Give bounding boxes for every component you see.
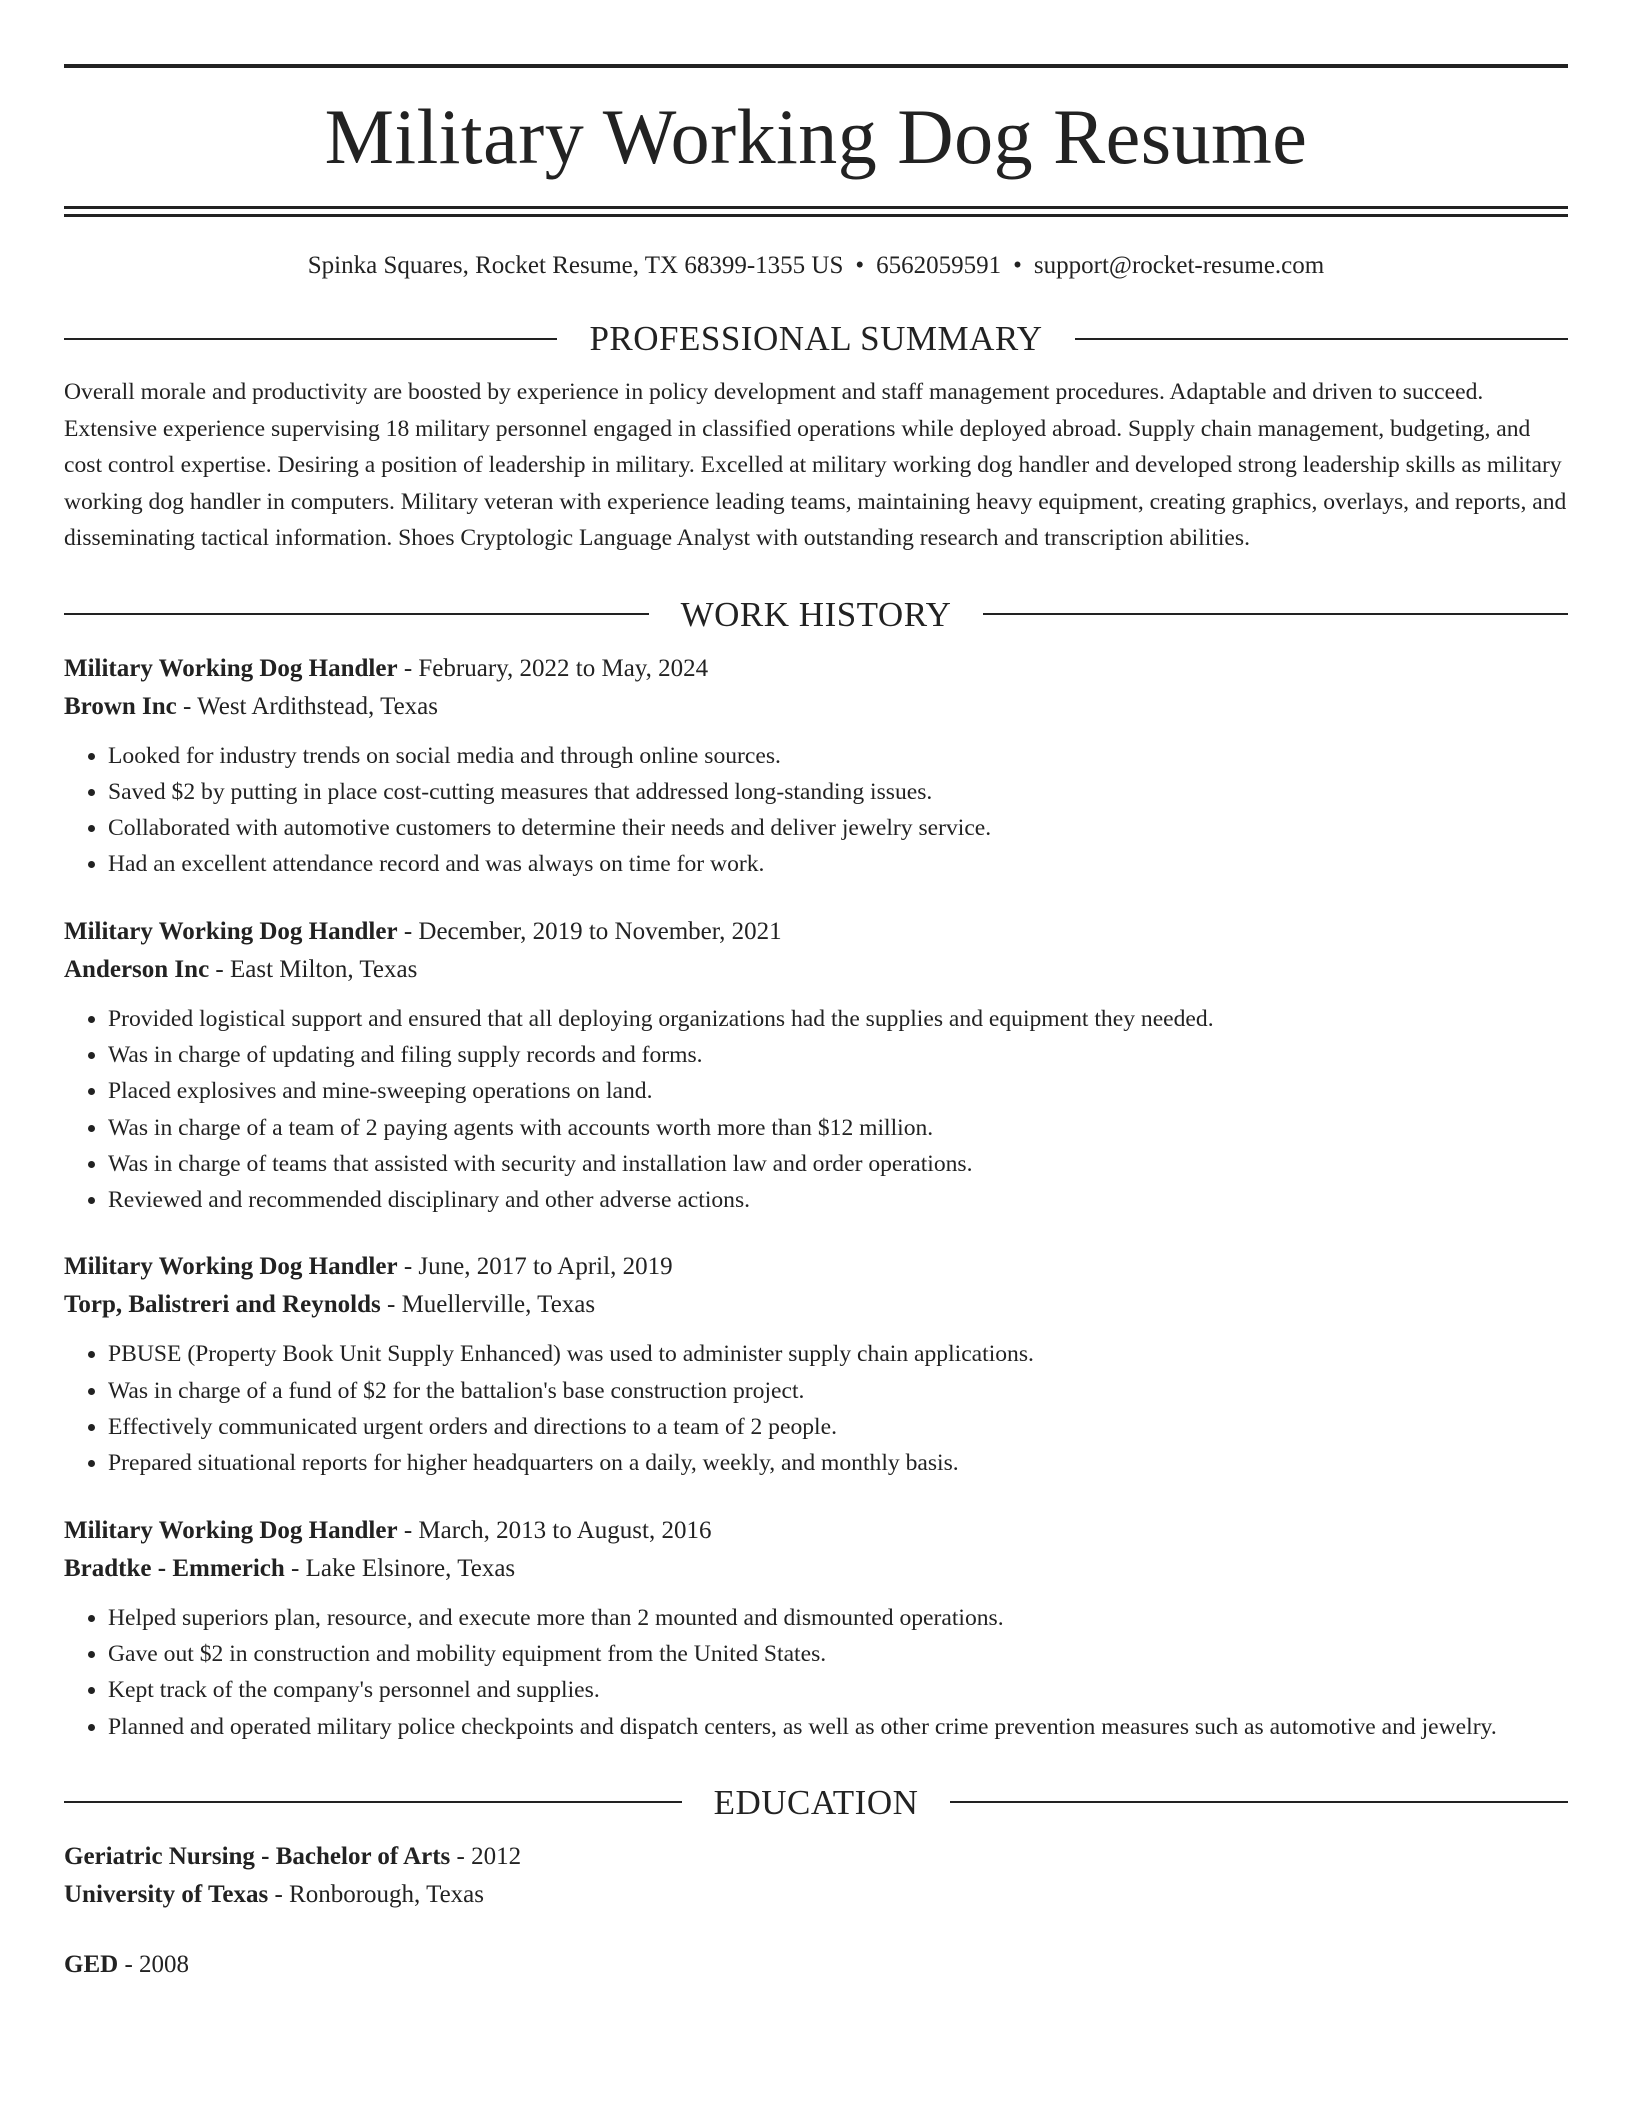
heading-rule (64, 1801, 682, 1803)
job-company: Brown Inc (64, 692, 177, 720)
job-entry (64, 650, 1568, 883)
dash: - (397, 917, 419, 945)
job-dates: December, 2019 to November, 2021 (418, 917, 782, 945)
job-dates: February, 2022 to May, 2024 (418, 654, 709, 682)
list-item: • Provided logistical support and ensured that all deploying organizations had the supplies and equipment they needed. (108, 1001, 1568, 1037)
header (64, 0, 1568, 281)
education-entry (64, 1838, 1568, 1914)
list-item: • Was in charge of updating and filing supply records and forms. (108, 1037, 1568, 1073)
job-title: Military Working Dog Handler (64, 917, 398, 945)
contact-separator: • (1013, 252, 1022, 279)
title-double-rule (64, 206, 1568, 217)
education-school-line (64, 1876, 1568, 1914)
job-title: Military Working Dog Handler (64, 1253, 398, 1281)
job-dates: June, 2017 to April, 2019 (418, 1253, 673, 1281)
list-item: • Saved $2 by putting in place cost-cutting measures that addressed long-standing issues. (108, 774, 1568, 810)
job-location: Lake Elsinore, Texas (305, 1554, 516, 1582)
list-item: • Was in charge of teams that assisted with security and installation law and order operations. (108, 1146, 1568, 1182)
list-item: • PBUSE (Property Book Unit Supply Enhanced) was used to administer supply chain applications. (108, 1336, 1568, 1372)
job-location: East Milton, Texas (230, 955, 418, 983)
job-title-line (64, 913, 1568, 951)
education-degree: Geriatric Nursing - Bachelor of Arts (64, 1842, 451, 1870)
list-item: • Kept track of the company's personnel and supplies. (108, 1672, 1568, 1708)
job-title-line (64, 1248, 1568, 1286)
education-year: 2008 (139, 1950, 190, 1978)
work-history-list (64, 650, 1568, 1745)
contact-separator: • (855, 252, 865, 279)
resume-page (64, 0, 1568, 1984)
job-bullets (64, 1336, 1568, 1481)
summary-text: Overall morale and productivity are boosted by experience in policy development and staff management procedures. Adaptable and driven to succeed. Extensive experience supervising 18 military personnel engaged in classified operations while deployed abroad. Supply chain management, budgeting, and cost control expertise. Desiring a position of leadership in military. Excelled at military working dog handler and developed strong leadership skills as military working dog handler in computers. Military veteran with experience leading teams, maintaining heavy equipment, creating graphics, overlays, and reports, and disseminating tactical information. Shoes Cryptologic Language Analyst with outstanding research and transcription abilities. (64, 379, 1567, 551)
job-title: Military Working Dog Handler (64, 1516, 398, 1544)
contact-email: support@rocket-resume.com (1033, 252, 1325, 279)
job-entry (64, 913, 1568, 1219)
job-bullets (64, 1600, 1568, 1745)
job-company: Torp, Balistreri and Reynolds (64, 1291, 381, 1319)
education-degree-line (64, 1838, 1568, 1876)
section-heading-summary (64, 321, 1568, 356)
education-location: Ronborough, Texas (289, 1880, 485, 1908)
list-item: • Looked for industry trends on social media and through online sources. (108, 738, 1568, 774)
section-title: EDUCATION (713, 1782, 919, 1822)
list-item: • Was in charge of a team of 2 paying agents with accounts worth more than $12 million. (108, 1110, 1568, 1146)
job-entry (64, 1512, 1568, 1745)
job-company-line (64, 688, 1568, 726)
contact-line (64, 251, 1568, 281)
dash: - (284, 1554, 306, 1582)
dash: - (209, 955, 230, 983)
list-item: • Reviewed and recommended disciplinary and other adverse actions. (108, 1182, 1568, 1218)
list-item: • Gave out $2 in construction and mobility equipment from the United States. (108, 1636, 1568, 1672)
contact-phone: 6562059591 (876, 252, 1002, 279)
list-item: • Effectively communicated urgent orders and directions to a team of 2 people. (108, 1409, 1568, 1445)
job-company-line (64, 951, 1568, 989)
section-title: PROFESSIONAL SUMMARY (589, 319, 1043, 358)
job-bullets (64, 738, 1568, 883)
heading-rule (64, 613, 649, 615)
list-item: • Placed explosives and mine-sweeping operations on land. (108, 1073, 1568, 1109)
list-item: • Was in charge of a fund of $2 for the battalion's base construction project. (108, 1373, 1568, 1409)
list-item: • Prepared situational reports for higher headquarters on a daily, weekly, and monthly basis. (108, 1445, 1568, 1481)
education-year: 2012 (471, 1842, 522, 1870)
education-school: University of Texas (64, 1880, 269, 1908)
section-heading-work-history (64, 594, 1568, 634)
education-entry (64, 1946, 1568, 1984)
job-location: Muellerville, Texas (401, 1291, 596, 1319)
job-bullets (64, 1001, 1568, 1219)
heading-rule (1075, 338, 1568, 340)
job-dates: March, 2013 to August, 2016 (418, 1516, 712, 1544)
education-degree: GED (64, 1950, 119, 1978)
heading-rule (983, 613, 1568, 615)
dash: - (268, 1880, 290, 1908)
job-title-line (64, 650, 1568, 688)
job-company: Bradtke - Emmerich (64, 1554, 285, 1582)
heading-rule (950, 1801, 1568, 1803)
list-item: • Collaborated with automotive customers to determine their needs and deliver jewelry service. (108, 810, 1568, 846)
list-item: • Had an excellent attendance record and was always on time for work. (108, 846, 1568, 882)
job-company-line (64, 1550, 1568, 1588)
dash: - (397, 1253, 419, 1281)
job-entry (64, 1248, 1568, 1481)
dash: - (176, 692, 198, 720)
list-item: • Planned and operated military police checkpoints and dispatch centers, as well as other crime prevention measures such as automotive and jewelry. (108, 1709, 1568, 1745)
list-item: • Helped superiors plan, resource, and execute more than 2 mounted and dismounted operations. (108, 1600, 1568, 1636)
section-heading-education (64, 1782, 1568, 1822)
dash: - (397, 654, 419, 682)
dash: - (450, 1842, 472, 1870)
section-title: WORK HISTORY (680, 594, 952, 634)
page-title: Military Working Dog Resume (324, 93, 1308, 180)
education-list (64, 1838, 1568, 1984)
job-location: West Ardithstead, Texas (197, 692, 439, 720)
dash: - (380, 1291, 402, 1319)
contact-address: Spinka Squares, Rocket Resume, TX 68399-1355 US (307, 252, 844, 279)
job-company: Anderson Inc (64, 955, 210, 983)
dash: - (397, 1516, 419, 1544)
job-company-line (64, 1286, 1568, 1324)
heading-rule (64, 338, 557, 340)
job-title: Military Working Dog Handler (64, 654, 398, 682)
dash: - (118, 1950, 140, 1978)
education-degree-line (64, 1946, 1568, 1984)
job-title-line (64, 1512, 1568, 1550)
